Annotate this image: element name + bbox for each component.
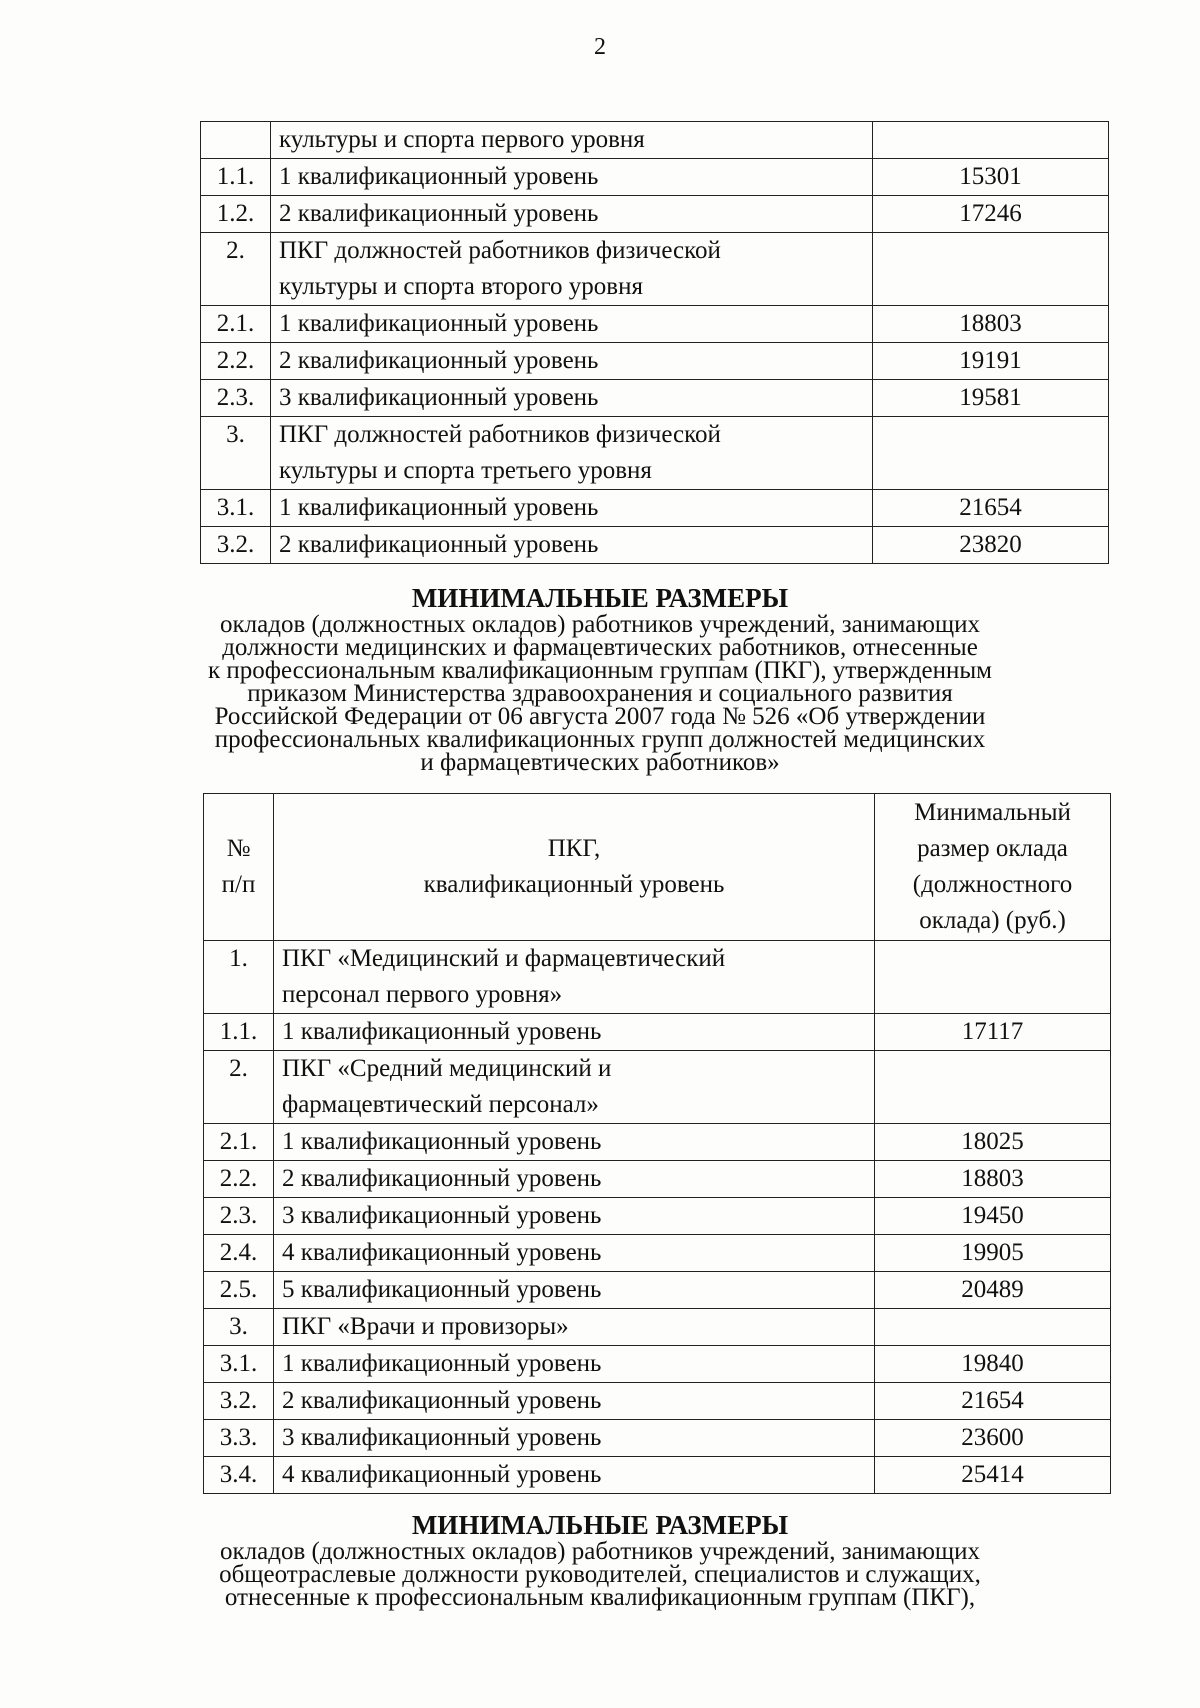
row-name [274, 1383, 875, 1420]
table-row [204, 1051, 1111, 1124]
row-salary: 18025 [875, 1124, 1111, 1161]
row-name-line: ПКГ «Медицинский и фармацевтический [282, 945, 726, 972]
row-number: 2. [201, 233, 271, 306]
text-line: окладов (должностных окладов) работников учреждений, занимающих [220, 1538, 980, 1565]
row-name [271, 159, 873, 196]
text-line: окладов (должностных окладов) работников учреждений, занимающих [220, 611, 980, 638]
text-line: общеотраслевые должности руководителей, специалистов и служащих, [219, 1561, 981, 1588]
text-line: № [226, 835, 251, 862]
row-number: 3.2. [204, 1383, 274, 1420]
row-name-line: культуры и спорта первого уровня [279, 126, 645, 153]
row-number: 3. [201, 417, 271, 490]
row-name-line: 4 квалификационный уровень [282, 1461, 602, 1488]
page-number: 2 [594, 34, 606, 60]
row-name-line: 1 квалификационный уровень [279, 494, 599, 521]
row-number: 3.4. [204, 1457, 274, 1494]
row-salary: 19581 [873, 380, 1109, 417]
row-name-line: 3 квалификационный уровень [282, 1202, 602, 1229]
row-name-line: ПКГ «Средний медицинский и [282, 1055, 612, 1082]
row-name [271, 380, 873, 417]
row-name-line: фармацевтический персонал» [282, 1091, 599, 1118]
section-medical [0, 583, 1200, 774]
row-number: 3.3. [204, 1420, 274, 1457]
row-name [271, 343, 873, 380]
row-name-line: 3 квалификационный уровень [282, 1424, 602, 1451]
table-header-row [204, 794, 1111, 941]
text-line: оклада) (руб.) [919, 907, 1066, 934]
row-name-line: ПКГ должностей работников физической [279, 421, 721, 448]
table-row [204, 1198, 1111, 1235]
table-row [201, 159, 1109, 196]
text-line: п/п [221, 871, 256, 898]
row-name-line: 2 квалификационный уровень [279, 347, 599, 374]
row-name-line: культуры и спорта третьего уровня [279, 457, 652, 484]
text-line: профессиональных квалификационных групп должностей медицинских [214, 726, 986, 753]
row-name-line: 1 квалификационный уровень [282, 1018, 602, 1045]
text-line: Российской Федерации от 06 августа 2007 года № 526 «Об утверждении [214, 703, 986, 730]
row-name [274, 1124, 875, 1161]
table1-body [201, 122, 1109, 564]
row-name [271, 122, 873, 159]
text-line: Минимальный [914, 799, 1071, 826]
header-value [875, 794, 1111, 941]
table-row [201, 233, 1109, 306]
row-number: 2.4. [204, 1235, 274, 1272]
row-name [274, 1346, 875, 1383]
row-number [201, 122, 271, 159]
text-line: ПКГ, [547, 835, 601, 862]
row-name-line: 1 квалификационный уровень [279, 310, 599, 337]
table-row [201, 343, 1109, 380]
table-row [204, 1272, 1111, 1309]
row-number: 2.3. [204, 1198, 274, 1235]
row-salary: 17246 [873, 196, 1109, 233]
table-row [204, 1014, 1111, 1051]
section-text [0, 613, 1200, 774]
row-salary: 19905 [875, 1235, 1111, 1272]
row-name [271, 417, 873, 490]
row-number: 2.1. [201, 306, 271, 343]
row-salary: 21654 [875, 1383, 1111, 1420]
row-salary: 20489 [875, 1272, 1111, 1309]
row-salary [873, 233, 1109, 306]
row-salary: 17117 [875, 1014, 1111, 1051]
row-number: 2. [204, 1051, 274, 1124]
row-name-line: 1 квалификационный уровень [282, 1128, 602, 1155]
table-row [204, 1383, 1111, 1420]
row-name-line: 2 квалификационный уровень [279, 531, 599, 558]
row-number: 2.5. [204, 1272, 274, 1309]
row-name-line: 5 квалификационный уровень [282, 1276, 602, 1303]
table-row [201, 306, 1109, 343]
row-name [271, 490, 873, 527]
text-line: приказом Министерства здравоохранения и социального развития [247, 680, 953, 707]
row-name [274, 1014, 875, 1051]
row-number: 1.1. [201, 159, 271, 196]
row-number: 2.2. [204, 1161, 274, 1198]
table-row [201, 196, 1109, 233]
row-salary: 19450 [875, 1198, 1111, 1235]
row-number: 3. [204, 1309, 274, 1346]
row-salary: 18803 [873, 306, 1109, 343]
table-row [201, 527, 1109, 564]
table-row [204, 1161, 1111, 1198]
text-line: и фармацевтических работников» [420, 749, 780, 776]
row-number: 2.1. [204, 1124, 274, 1161]
row-number: 3.2. [201, 527, 271, 564]
text-line: должности медицинских и фармацевтических работников, отнесенные [222, 634, 978, 661]
row-number: 2.2. [201, 343, 271, 380]
row-name-line: 3 квалификационный уровень [279, 384, 599, 411]
row-name [274, 1420, 875, 1457]
table-row [201, 122, 1109, 159]
row-salary: 23600 [875, 1420, 1111, 1457]
row-name [274, 1235, 875, 1272]
section-text [0, 1540, 1200, 1609]
row-salary [875, 1051, 1111, 1124]
text-line: (должностного [912, 871, 1073, 898]
row-number: 1.1. [204, 1014, 274, 1051]
table-row [204, 1420, 1111, 1457]
section-heading: МИНИМАЛЬНЫЕ РАЗМЕРЫ [411, 1510, 789, 1540]
row-salary: 19191 [873, 343, 1109, 380]
header-num [204, 794, 274, 941]
row-name [271, 527, 873, 564]
row-salary [875, 1309, 1111, 1346]
row-salary: 19840 [875, 1346, 1111, 1383]
row-name-line: 1 квалификационный уровень [282, 1350, 602, 1377]
row-name [274, 1272, 875, 1309]
section-heading: МИНИМАЛЬНЫЕ РАЗМЕРЫ [411, 583, 789, 613]
text-line: квалификационный уровень [423, 871, 725, 898]
salary-table-physical-culture [200, 121, 1109, 564]
row-name [271, 306, 873, 343]
row-name [274, 1457, 875, 1494]
text-line: отнесенные к профессиональным квалификационным группам (ПКГ), [224, 1584, 976, 1611]
row-name [274, 941, 875, 1014]
salary-table-medical [203, 793, 1111, 1494]
row-salary: 18803 [875, 1161, 1111, 1198]
row-salary: 21654 [873, 490, 1109, 527]
row-name-line: 2 квалификационный уровень [282, 1165, 602, 1192]
row-name-line: ПКГ должностей работников физической [279, 237, 721, 264]
row-number: 2.3. [201, 380, 271, 417]
row-salary [875, 941, 1111, 1014]
row-number: 1.2. [201, 196, 271, 233]
table-row [204, 1124, 1111, 1161]
table-row [204, 1309, 1111, 1346]
row-number: 1. [204, 941, 274, 1014]
table-row [201, 380, 1109, 417]
row-name-line: 2 квалификационный уровень [282, 1387, 602, 1414]
text-line: размер оклада [917, 835, 1068, 862]
row-salary: 23820 [873, 527, 1109, 564]
row-name [271, 233, 873, 306]
table-row [204, 1346, 1111, 1383]
row-name-line: 1 квалификационный уровень [279, 163, 599, 190]
table-row [201, 417, 1109, 490]
table2-body [204, 941, 1111, 1494]
row-name [271, 196, 873, 233]
row-salary [873, 417, 1109, 490]
row-name [274, 1309, 875, 1346]
section-general [0, 1510, 1200, 1609]
row-salary: 15301 [873, 159, 1109, 196]
table-row [204, 1235, 1111, 1272]
row-salary: 25414 [875, 1457, 1111, 1494]
row-number: 3.1. [201, 490, 271, 527]
table-row [201, 490, 1109, 527]
row-name [274, 1051, 875, 1124]
text-line: к профессиональным квалификационным группам (ПКГ), утвержденным [207, 657, 993, 684]
row-name-line: культуры и спорта второго уровня [279, 273, 643, 300]
row-salary [873, 122, 1109, 159]
row-number: 3.1. [204, 1346, 274, 1383]
header-name [274, 794, 875, 941]
table-row [204, 1457, 1111, 1494]
row-name-line: 4 квалификационный уровень [282, 1239, 602, 1266]
row-name [274, 1198, 875, 1235]
row-name [274, 1161, 875, 1198]
row-name-line: ПКГ «Врачи и провизоры» [282, 1313, 569, 1340]
table-row [204, 941, 1111, 1014]
row-name-line: 2 квалификационный уровень [279, 200, 599, 227]
row-name-line: персонал первого уровня» [282, 981, 563, 1008]
